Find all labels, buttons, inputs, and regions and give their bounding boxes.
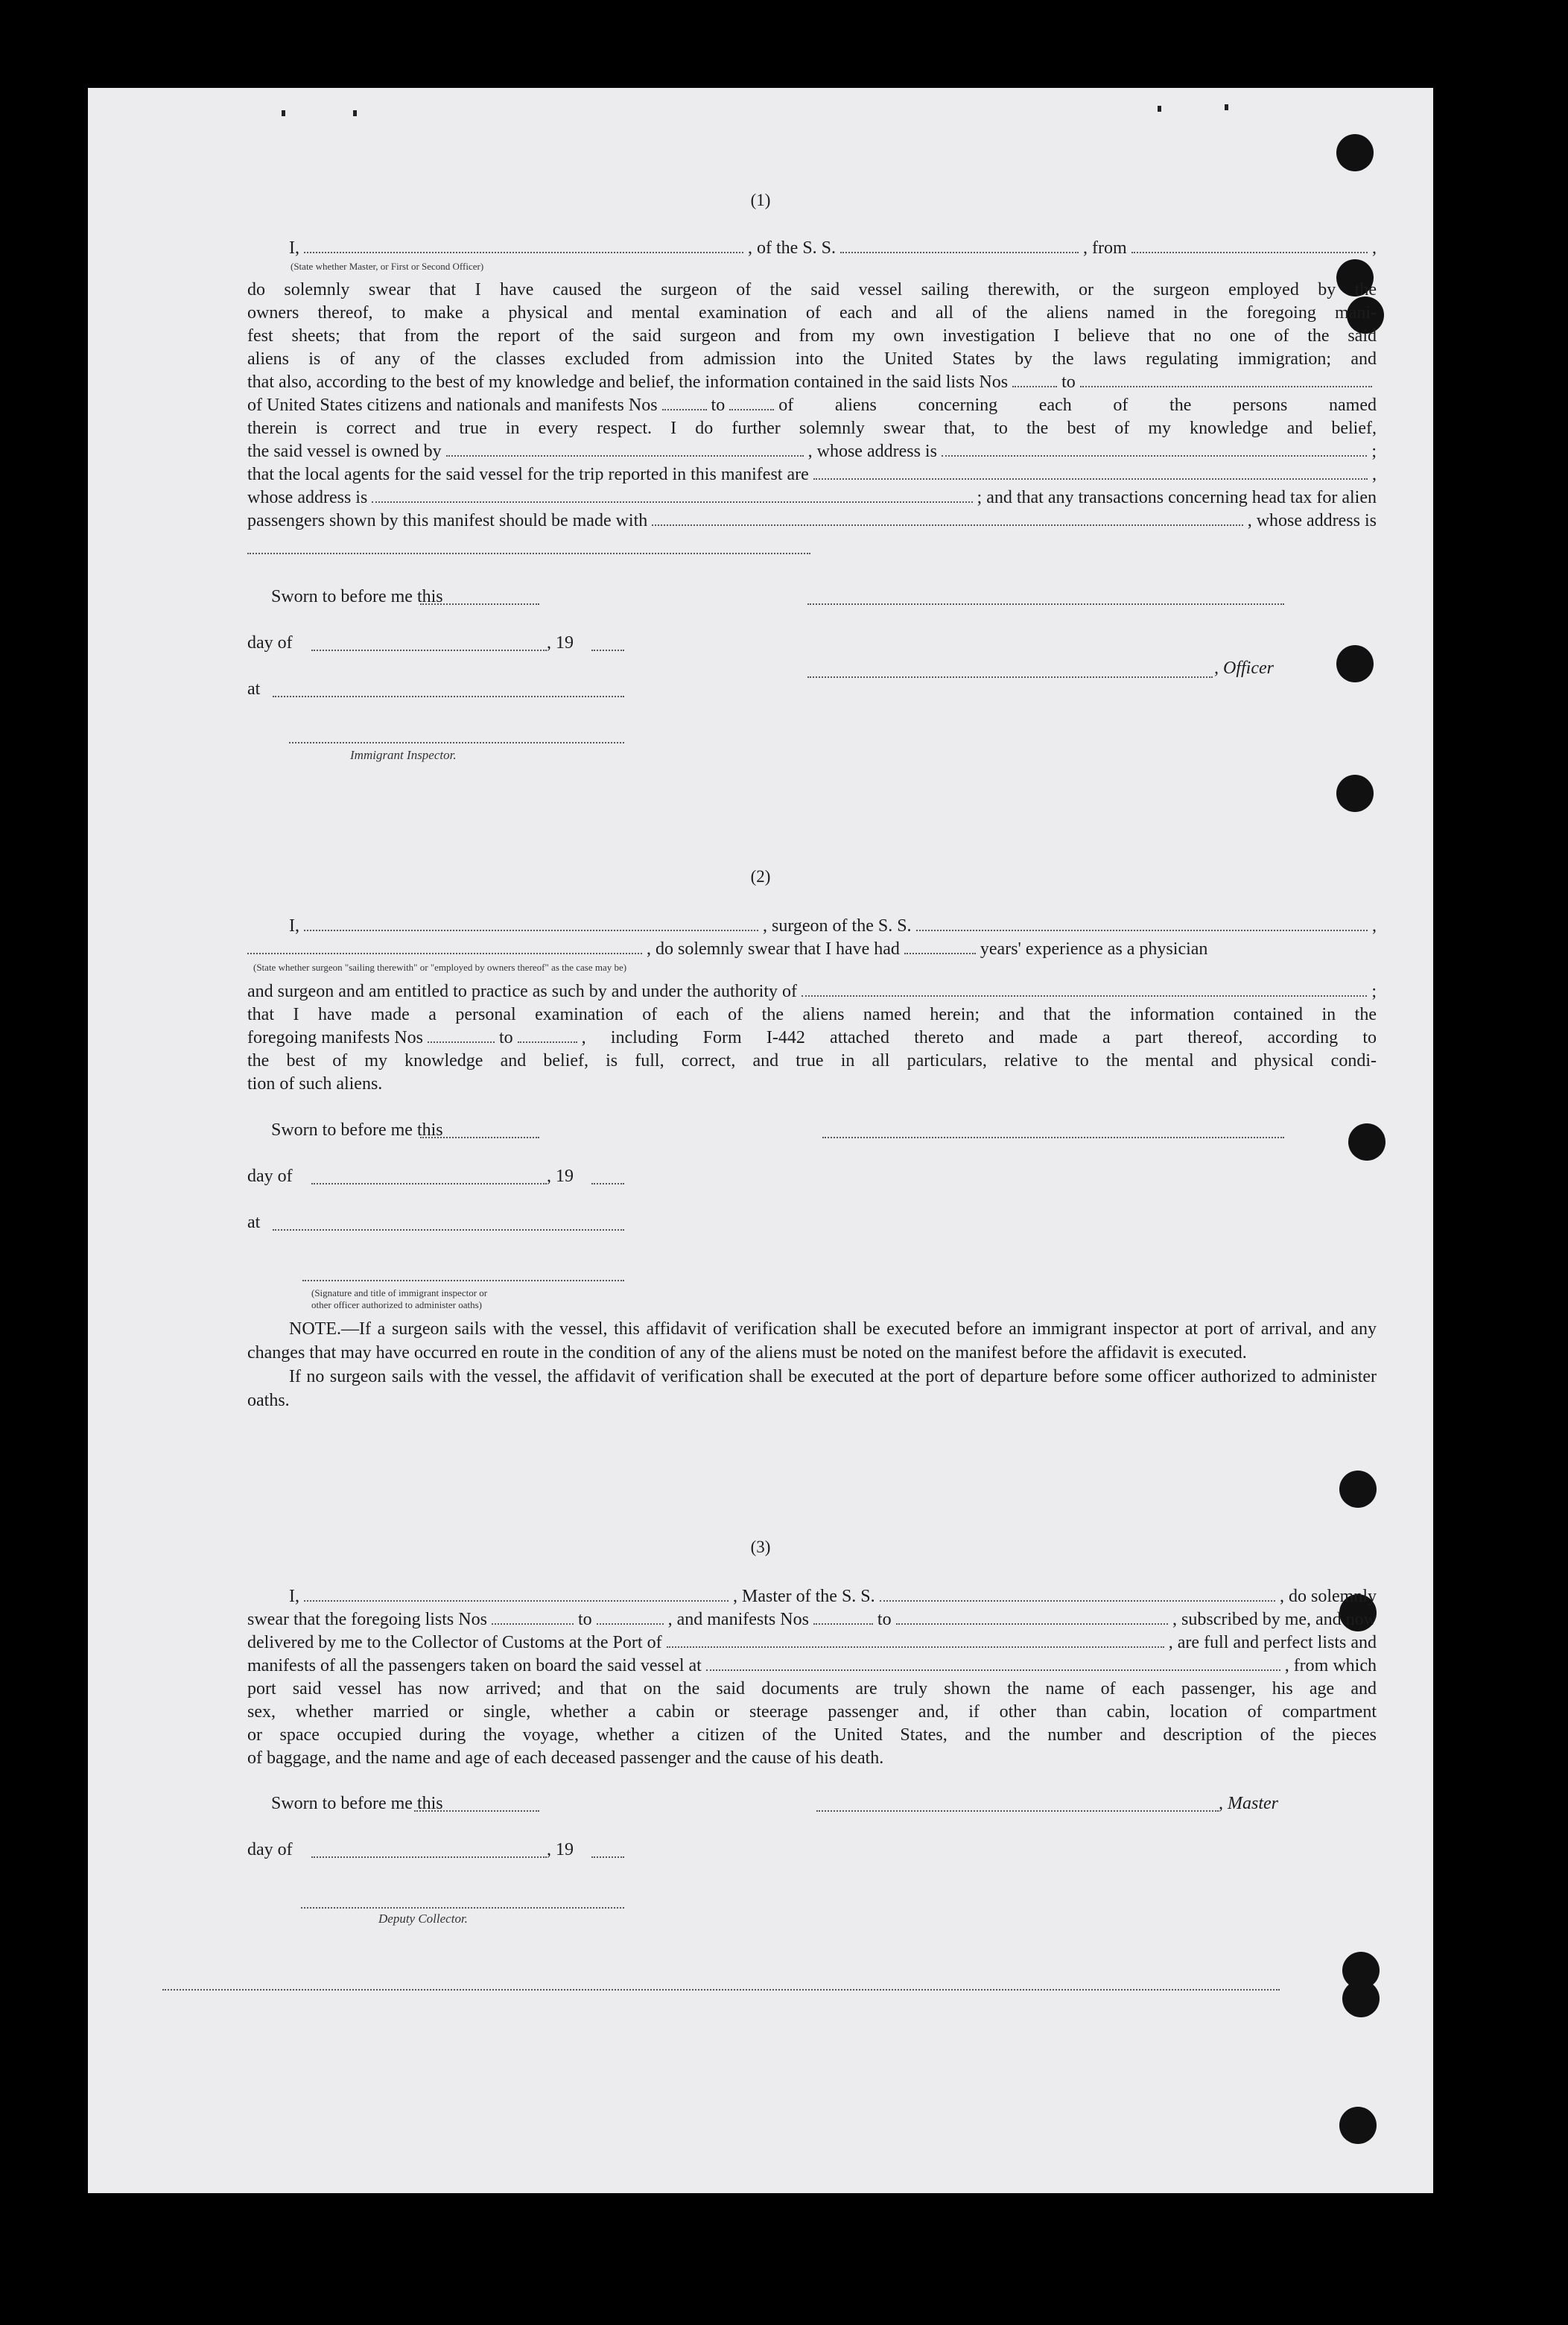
- s3-l3-a: delivered by me to the Collector of Customs at the Port of: [247, 1633, 662, 1652]
- s2-text-7: tion of such aliens.: [247, 1074, 383, 1094]
- s2-day-label: day of: [247, 1167, 293, 1186]
- years-experience-field[interactable]: [904, 938, 976, 954]
- s3-line-5: [247, 1678, 1377, 1701]
- s3-line-1: [289, 1585, 1377, 1608]
- s1-line-2: [247, 279, 1377, 302]
- s1-l9-b: to: [1061, 372, 1076, 392]
- s1-line-3: [247, 302, 1377, 325]
- s1-officer-signature-field[interactable]: [807, 602, 1284, 605]
- s1-line-9: [247, 440, 1377, 463]
- vessel-owner-field[interactable]: [446, 440, 804, 457]
- s2-sworn-label: Sworn to before me this: [271, 1120, 443, 1140]
- s3-line-6: [247, 1701, 1377, 1724]
- authority-field[interactable]: [802, 980, 1367, 997]
- s1-l1-c: , from: [1083, 238, 1127, 258]
- vessel-name-field[interactable]: [840, 237, 1079, 253]
- s1-line-10: [247, 463, 1377, 486]
- lists-to-field[interactable]: [1080, 371, 1372, 387]
- s2-surgeon-signature-field[interactable]: [822, 1135, 1284, 1138]
- s3-l2-b: to: [577, 1610, 592, 1629]
- s1-line-4: [247, 325, 1377, 348]
- s2-note-2: If no surgeon sails with the vessel, the affidavit of verification shall be executed at the port of departure before some officer authorized to administer oaths.: [247, 1367, 1377, 1410]
- s3-l2-d: to: [877, 1610, 892, 1629]
- boarding-port-field[interactable]: [706, 1655, 1280, 1671]
- s2-l1-a: I,: [289, 916, 299, 936]
- s1-l14-a: whose address is: [247, 488, 368, 507]
- s1-text-4: aliens is of any of the classes excluded from admission into the United States by the laws regulating immigration; and: [247, 349, 1377, 369]
- speck: [1225, 104, 1228, 110]
- s1-year-field[interactable]: [591, 648, 624, 651]
- s3-day-label: day of: [247, 1840, 293, 1859]
- s2-l3-a: and surgeon and am entitled to practice as such by and under the authority of: [247, 982, 797, 1001]
- s3-l1-c: , do solemnly: [1280, 1587, 1377, 1606]
- s1-line-5: [247, 348, 1377, 371]
- s1-caption: (State whether Master, or First or Second Officer): [291, 261, 484, 272]
- s3-lists-to-field[interactable]: [597, 1608, 664, 1625]
- s3-l1-b: , Master of the S. S.: [733, 1587, 875, 1606]
- s1-l1-b: , of the S. S.: [748, 238, 837, 258]
- s3-manifests-to-field[interactable]: [896, 1608, 1168, 1625]
- lists-from-field[interactable]: [1012, 371, 1057, 387]
- s3-vessel-field[interactable]: [880, 1585, 1275, 1602]
- s2-sig-caption-2: other officer authorized to administer oaths): [311, 1299, 482, 1310]
- head-tax-address-field[interactable]: [247, 551, 810, 554]
- s1-l10-a: of United States citizens and nationals and manifests Nos: [247, 396, 658, 415]
- s3-text-8: of baggage, and the name and age of each deceased passenger and the cause of his death.: [247, 1748, 884, 1768]
- s3-year-field[interactable]: [591, 1855, 624, 1858]
- agents-address-field[interactable]: [372, 486, 972, 503]
- s3-l4-b: , from which: [1284, 1656, 1377, 1675]
- s1-line-6: [247, 371, 1377, 394]
- s1-l14-b: ; and that any transactions concerning head tax for alien: [977, 488, 1377, 507]
- s3-sworn-label: Sworn to before me this: [271, 1794, 443, 1813]
- s2-l5-c: , including Form I-442 attached thereto and made a part thereof, according to: [581, 1028, 1377, 1047]
- binder-hole: [1348, 1123, 1386, 1161]
- surgeon-status-field[interactable]: [247, 938, 642, 954]
- s1-inspector-label: Immigrant Inspector.: [350, 748, 457, 762]
- s2-sworn-date-field[interactable]: [420, 1135, 539, 1138]
- s1-line-8: [247, 417, 1377, 440]
- s1-l12-a: the said vessel is owned by: [247, 442, 442, 461]
- s3-master-signature-field[interactable]: [816, 1809, 1219, 1812]
- s3-line-7: [247, 1724, 1377, 1747]
- s1-at-field[interactable]: [273, 694, 624, 697]
- s2-l2-b: years' experience as a physician: [980, 939, 1208, 959]
- s2-at-label: at: [247, 1213, 261, 1232]
- form-page: [88, 88, 1433, 2193]
- s2-l2-a: , do solemnly swear that I have had: [647, 939, 900, 959]
- s1-l13-a: that the local agents for the said vessel for the trip reported in this manifest are: [247, 465, 809, 484]
- s2-line-4: [247, 1003, 1377, 1027]
- s3-line-2: [247, 1608, 1377, 1631]
- s3-line-8: [247, 1747, 1377, 1770]
- binder-hole: [1336, 775, 1374, 812]
- s3-l3-b: , are full and perfect lists and: [1168, 1633, 1377, 1652]
- s2-sig-caption-1: (Signature and title of immigrant inspector or: [311, 1287, 488, 1298]
- master-name-field[interactable]: [304, 1585, 729, 1602]
- s2-l3-b: ;: [1371, 982, 1377, 1001]
- s1-line-1: [289, 237, 1377, 260]
- s1-officer-label: , Officer: [1214, 659, 1274, 678]
- s1-l15-a: passengers shown by this manifest should be made with: [247, 511, 648, 530]
- s1-day-field[interactable]: [311, 648, 547, 651]
- s1-text-1: do solemnly swear that I have caused the surgeon of the said vessel sailing therewith, or the surgeon employed by the: [247, 280, 1377, 299]
- s1-text-3: fest sheets; that from the report of the said surgeon and from my own investigation I believe that no one of the said: [247, 326, 1377, 346]
- binder-hole: [1336, 645, 1374, 682]
- s1-l12-c: ;: [1371, 442, 1377, 461]
- manifests-from-field[interactable]: [662, 394, 707, 410]
- s1-inspector-signature-field[interactable]: [289, 740, 624, 743]
- s1-l10-b: to: [711, 396, 726, 415]
- port-field[interactable]: [667, 1631, 1164, 1648]
- s3-l2-e: , subscribed by me, and now: [1172, 1610, 1377, 1629]
- binder-hole: [1336, 134, 1374, 171]
- s2-manifests-from-field[interactable]: [428, 1027, 495, 1043]
- s2-text-6: the best of my knowledge and belief, is full, correct, and true in all particulars, relative to the mental and physical condi-: [247, 1051, 1377, 1070]
- s2-at-field[interactable]: [273, 1228, 624, 1231]
- s2-day-field[interactable]: [311, 1181, 547, 1184]
- s2-line-2: [247, 938, 1377, 961]
- s2-line-5: [247, 1027, 1377, 1050]
- s1-year-label: , 19: [547, 633, 574, 653]
- s2-l1-b: , surgeon of the S. S.: [763, 916, 912, 936]
- manifests-to-field[interactable]: [729, 394, 774, 410]
- s2-inspector-signature-field[interactable]: [302, 1278, 624, 1281]
- s2-year-label: , 19: [547, 1167, 574, 1186]
- s3-l2-c: , and manifests Nos: [667, 1610, 809, 1629]
- s2-line-1: [289, 915, 1377, 938]
- s1-line-11: [247, 486, 1377, 510]
- s3-lists-from-field[interactable]: [492, 1608, 574, 1625]
- local-agents-field[interactable]: [813, 463, 1368, 480]
- s1-sworn-date-field[interactable]: [420, 602, 539, 605]
- s1-officer-name-field[interactable]: [807, 675, 1213, 678]
- s3-text-7: or space occupied during the voyage, whether a citizen of the United States, and the number and description of the pieces: [247, 1725, 1377, 1745]
- s2-notes: [247, 1317, 1377, 1412]
- s2-l5-b: to: [498, 1028, 513, 1047]
- s3-manifests-from-field[interactable]: [813, 1608, 873, 1625]
- s1-day-label: day of: [247, 633, 293, 653]
- s3-day-field[interactable]: [311, 1855, 547, 1858]
- s1-at-label: at: [247, 679, 261, 699]
- s3-deputy-label: Deputy Collector.: [378, 1912, 468, 1926]
- s1-l15-b: , whose address is: [1247, 511, 1377, 530]
- s3-sworn-date-field[interactable]: [414, 1809, 539, 1812]
- s3-line-4: [247, 1655, 1377, 1678]
- s2-text-4: that I have made a personal examination of each of the aliens named herein; and that the information contained in the: [247, 1005, 1377, 1024]
- speck: [1158, 106, 1161, 112]
- page-bottom-rule: [162, 1988, 1280, 1991]
- s1-l13-b: ,: [1372, 465, 1377, 484]
- s3-l4-a: manifests of all the passengers taken on board the said vessel at: [247, 1656, 702, 1675]
- s2-year-field[interactable]: [591, 1181, 624, 1184]
- s2-line-7: [247, 1073, 1377, 1096]
- section-3-number: (3): [750, 1538, 771, 1556]
- s1-l1-d: ,: [1372, 238, 1377, 258]
- s3-year-label: , 19: [547, 1840, 574, 1859]
- s2-line-3: [247, 980, 1377, 1003]
- s1-l10-c: of aliens concerning each of the persons named: [778, 396, 1377, 415]
- s1-text-11: therein is correct and true in every respect. I do further solemnly swear that, to the best of my knowledge and belief,: [247, 419, 1377, 438]
- s2-l1-c: ,: [1372, 916, 1377, 936]
- s2-note-1: NOTE.—If a surgeon sails with the vessel, this affidavit of verification shall be executed before an immigrant inspector at port of arrival, and any changes that may have occurred en route in the condition of any of the aliens must be noted on the manifest before the affidavit is executed.: [247, 1319, 1377, 1363]
- s2-vessel-field[interactable]: [916, 915, 1368, 931]
- s3-l1-a: I,: [289, 1587, 299, 1606]
- officer-name-field[interactable]: [304, 237, 743, 253]
- owner-address-field[interactable]: [942, 440, 1367, 457]
- s1-text-2: owners thereof, to make a physical and mental examination of each and all of the aliens named in the foregoing mani-: [247, 303, 1377, 323]
- speck: [353, 110, 357, 116]
- binder-hole: [1339, 1471, 1377, 1508]
- s1-l9-a: that also, according to the best of my knowledge and belief, the information contained in the said lists Nos: [247, 372, 1009, 392]
- s1-line-7: [247, 394, 1377, 417]
- s3-text-5: port said vessel has now arrived; and that on the said documents are truly shown the name of each passenger, his age and: [247, 1679, 1377, 1698]
- s3-text-6: sex, whether married or single, whether a cabin or steerage passenger and, if other than cabin, location of compartment: [247, 1702, 1377, 1722]
- s2-l5-a: foregoing manifests Nos: [247, 1028, 423, 1047]
- s3-line-3: [247, 1631, 1377, 1655]
- s2-manifests-to-field[interactable]: [518, 1027, 577, 1043]
- s3-l2-a: swear that the foregoing lists Nos: [247, 1610, 487, 1629]
- s3-deputy-signature-field[interactable]: [301, 1906, 624, 1909]
- s3-master-label: , Master: [1219, 1794, 1278, 1813]
- s1-l1-a: I,: [289, 238, 299, 258]
- binder-hole: [1339, 2107, 1377, 2144]
- s2-caption: (State whether surgeon "sailing therewith" or "employed by owners thereof" as the case may be): [253, 962, 627, 973]
- s1-sworn-label: Sworn to before me this: [271, 587, 443, 606]
- section-2-number: (2): [750, 867, 771, 886]
- from-port-field[interactable]: [1131, 237, 1368, 253]
- s1-line-12: [247, 510, 1377, 533]
- s1-l12-b: , whose address is: [807, 442, 937, 461]
- s2-line-6: [247, 1050, 1377, 1073]
- speck: [282, 110, 285, 116]
- section-1-number: (1): [750, 191, 771, 209]
- head-tax-contact-field[interactable]: [652, 510, 1242, 526]
- binder-hole: [1342, 1980, 1380, 2017]
- surgeon-name-field[interactable]: [304, 915, 758, 931]
